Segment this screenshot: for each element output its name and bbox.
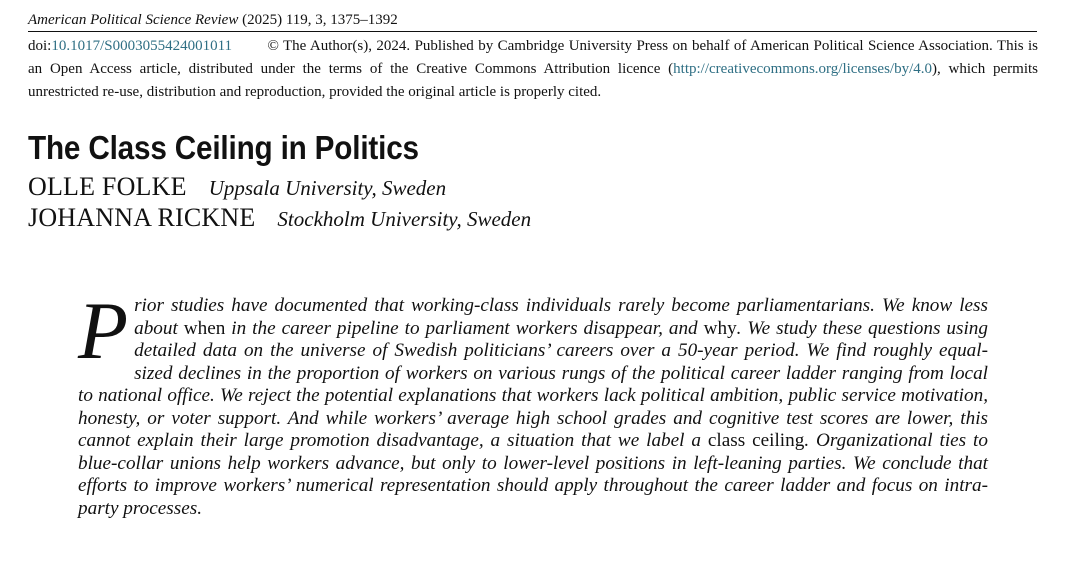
author-name: OLLE FOLKE — [28, 172, 187, 201]
header-rule — [28, 31, 1037, 32]
author-affiliation: Uppsala University, Sweden — [208, 176, 447, 200]
journal-name: American Political Science Review — [28, 12, 239, 28]
license-closing-text: ), which permits unrestricted re-use, distribution and reproduction, provided the original article is properly cited. — [28, 61, 1038, 100]
abstract — [78, 285, 988, 520]
license-statement — [28, 35, 1038, 104]
doi-link[interactable]: 10.1017/S0003055424001011 — [51, 38, 233, 54]
abstract-text: rior studies have documented that working-class individuals rarely become parliamentarians. We know less about — [134, 295, 988, 339]
abstract-emphasis: class ceiling — [707, 430, 805, 451]
journal-citation: (2025) 119, 3, 1375–1392 — [242, 12, 398, 28]
license-link[interactable]: http://creativecommons.org/licenses/by/4.0 — [673, 61, 933, 77]
journal-citation-line — [28, 11, 1036, 30]
abstract-emphasis: why — [703, 317, 737, 339]
author-entry — [28, 203, 531, 234]
copyright-text: © The Author(s), 2024. Published by Cambridge University Press on behalf of American Political Science Association. This is an Open Access article, distributed under the terms of the Creative Commons Attribution licence ( — [28, 38, 1039, 77]
author-entry — [28, 172, 446, 203]
abstract-emphasis: when — [183, 317, 226, 339]
author-affiliation: Stockholm University, Sweden — [277, 207, 532, 231]
abstract-text: in the career pipeline to parliament workers disappear, and — [225, 317, 704, 339]
author-name: JOHANNA RICKNE — [28, 203, 256, 232]
doi-label: doi: — [28, 38, 52, 54]
abstract-text: . We study these questions using detailed data on the universe of Swedish politicians’ careers over a 50-year period. We find roughly equal-sized declines in the proportion of workers on various rungs of the political career ladder ranging from local to national office. We reject the potential explanations that workers lack political ambition, public service motivation, honesty, or voter support. And while workers’ average high school grades and cognitive test scores are lower, this cannot explain their large promotion disadvantage, a situation that we label a — [78, 317, 988, 451]
article-title: The Class Ceiling in Politics — [28, 129, 419, 166]
abstract-drop-cap: P — [78, 285, 129, 376]
abstract-text: . Organizational ties to blue-collar unions help workers advance, but only to lower-level positions in left-leaning parties. We conclude that efforts to improve workers’ numerical representation should apply throughout the career ladder and focus on intra-party processes. — [78, 430, 988, 519]
